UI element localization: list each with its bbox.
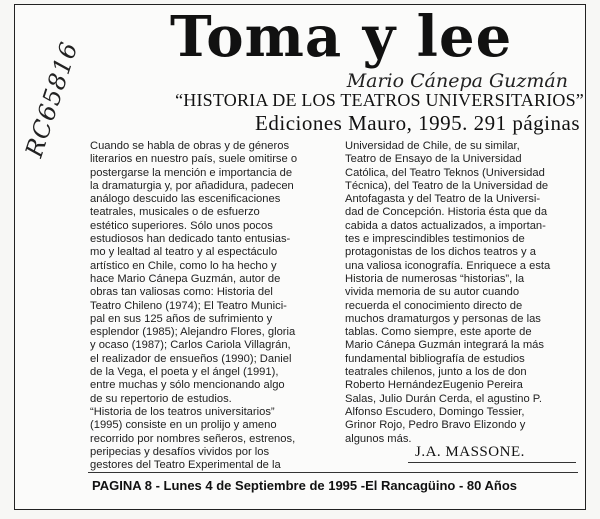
article-text-line: obras tan valiosas como: Historia del — [90, 286, 273, 299]
article-column-right — [345, 140, 591, 446]
article-text-line: Alfonso Escudero, Domingo Tessier, — [345, 405, 525, 418]
handwritten-catalog-note: RC65816 — [20, 38, 84, 161]
article-text-line: de la Vega, el poeta y el ángel (1991), — [90, 366, 279, 379]
article-text-line: Antofagasta y del Teatro de la Universi- — [345, 193, 541, 206]
article-text-line: literarios en nuestro país, suele omitirse o — [90, 153, 298, 166]
article-text-line: Grinor Rojo, Pedro Bravo Elizondo y — [345, 419, 526, 432]
article-signature: J.A. MASSONE. — [415, 444, 525, 460]
article-text-line: análogo descuido las escenificaciones — [90, 193, 281, 206]
publisher-info: Ediciones Mauro, 1995. 291 páginas — [255, 111, 580, 135]
article-text-line: Roberto HernándezEugenio Pereira — [345, 379, 523, 392]
page-footer: PAGINA 8 - Lunes 4 de Septiembre de 1995 -El Rancagüino - 80 Años — [92, 478, 518, 493]
article-text-line: Técnica), del Teatro de la Universidad de — [345, 179, 549, 192]
author-name: Mario Cánepa Guzmán — [346, 70, 568, 92]
article-text-line: recuerda el conocimiento directo de — [345, 299, 523, 312]
article-text-line: Mario Cánepa Guzmán integrará la más — [345, 339, 544, 352]
article-text-line: una valiosa iconografía. Enriquece a esta — [345, 259, 551, 272]
article-text-line: Salas, Julio Durán Cerda, el agustino P. — [345, 392, 542, 405]
article-text-line: estético superiores. Sólo unos pocos — [90, 219, 273, 232]
headline: Toma y lee — [170, 4, 513, 70]
article-column-left — [90, 140, 334, 472]
article-text-line: recorrido por nombres señeros, estrenos, — [90, 432, 296, 445]
article-text-line: gestores del Teatro Experimental de la — [90, 459, 281, 472]
signature-divider — [408, 462, 576, 463]
article-text-line: pal en sus 125 años de sufrimiento y — [90, 312, 273, 325]
article-text-line: algunos más. — [345, 432, 412, 445]
article-text-line: peripecias y desafíos vividos por los — [90, 445, 270, 458]
article-text-line: Historia de numerosas “historias”, la — [345, 272, 525, 285]
article-text-line: fundamental bibliografía de estudios — [345, 352, 525, 365]
article-text-line: teatrales chilenos, junto a los de don — [345, 366, 527, 379]
article-text-line: de su repertorio de estudios. — [90, 392, 232, 405]
footer-divider — [88, 472, 578, 473]
article-text-line: mo y lealtad al teatro y al espectáculo — [90, 246, 278, 259]
article-text-line: Cuando se habla de obras y de géneros — [90, 140, 290, 152]
article-text-line: Teatro Chileno (1974); El Teatro Munici- — [90, 299, 287, 312]
article-text-line: teatrales, musicales o de esfuerzo — [90, 206, 260, 219]
article-text-line: el realizador de ensueños (1990); Daniel — [90, 352, 292, 365]
article-text-line: entre muchas y sólo mencionando algo — [90, 379, 285, 392]
book-title: “HISTORIA DE LOS TEATROS UNIVERSITARIOS” — [175, 90, 584, 110]
article-text-line: protagonistas de los dichos teatros y a — [345, 246, 536, 259]
article-text-line: Teatro de Ensayo de la Universidad — [345, 153, 522, 166]
article-text-line: esplendor (1985); Alejandro Flores, gloria — [90, 326, 296, 339]
article-text-line: y ocaso (1987); Carlos Cariola Villagrán, — [90, 339, 291, 352]
article-text-line: postergarse la mención e importancia de — [90, 166, 293, 179]
article-text-line: (1995) consiste en un prolijo y ameno — [90, 419, 277, 432]
article-text-line: vivida memoria de su autor cuando — [345, 286, 520, 299]
article-text-line: Católica, del Teatro Teknos (Universidad — [345, 166, 545, 179]
article-text-line: cabida a datos actualizados, a importan- — [345, 219, 546, 232]
article-text-line: muchos dramaturgos y personas de las — [345, 312, 541, 325]
article-text-line: tablas. Como siempre, este aporte de — [345, 326, 532, 339]
article-text-line: “Historia de los teatros universitarios” — [90, 405, 275, 418]
article-text-line: Universidad de Chile, de su similar, — [345, 140, 520, 152]
article-text-line: tes e imprescindibles testimonios de — [345, 233, 525, 246]
article-text-line: hace Mario Cánepa Guzmán, autor de — [90, 272, 281, 285]
article-text-line: artístico en Chile, como lo ha hecho y — [90, 259, 277, 272]
article-text-line: estudiosos han dedicado tanto entusias- — [90, 233, 291, 246]
article-text-line: dad de Concepción. Historia ésta que da — [345, 206, 548, 219]
article-text-line: la dramaturgia y, por añadidura, padecen — [90, 179, 294, 192]
